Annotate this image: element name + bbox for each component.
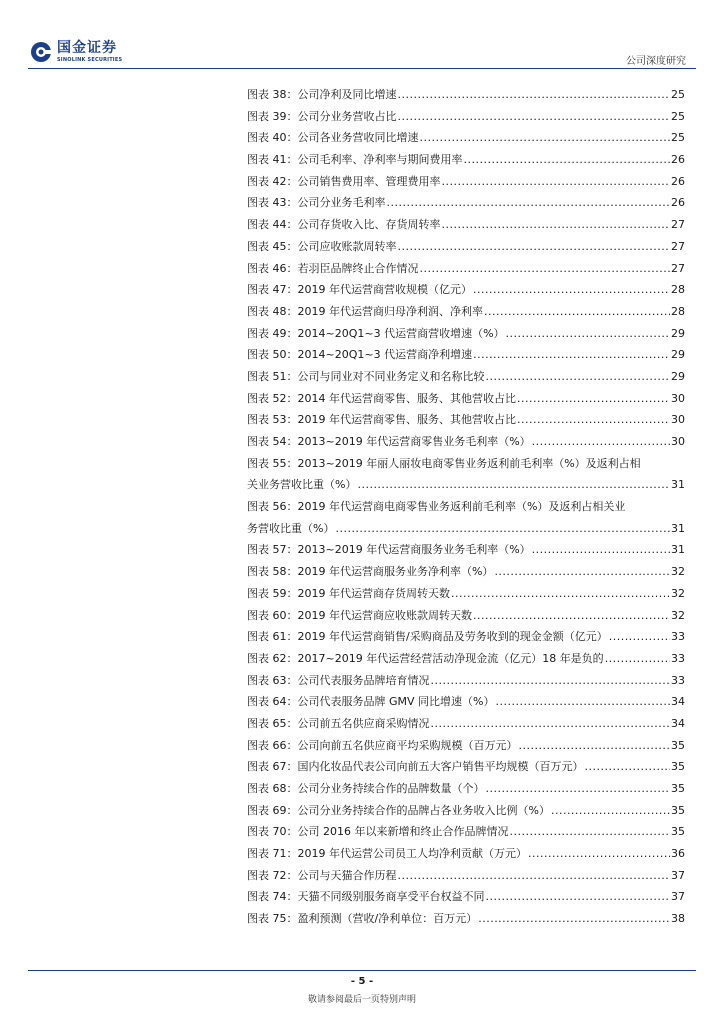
toc-entry[interactable]: 图表 46：若羽臣品牌终止合作情况 ..... 27 [247,260,685,282]
page-header [0,0,724,70]
toc-entry[interactable]: 图表 50：2014~20Q1~3 代运营商净利增速 ..... 29 [247,346,685,368]
toc-entry[interactable]: 图表 72：公司与天猫合作历程 ..... 37 [247,867,685,889]
toc-entry-wrapped-line2[interactable]: 务营收比重（%） ..... 31 [247,520,685,542]
toc-entry[interactable]: 图表 42：公司销售费用率、管理费用率 ..... 26 [247,173,685,195]
toc-entry[interactable]: 图表 47：2019 年代运营商营收规模（亿元） ..... 28 [247,281,685,303]
company-logo [30,41,122,63]
toc-entry[interactable]: 图表 38：公司净利及同比增速 ..... 25 [247,86,685,108]
toc-entry[interactable]: 图表 64：公司代表服务品牌 GMV 同比增速（%） ..... 34 [247,693,685,715]
toc-entry[interactable]: 图表 67：国内化妆品代表公司向前五大客户销售平均规模（百万元） ..... 35 [247,758,685,780]
logo-chinese-name: 国金证券 [57,40,117,56]
footer-disclaimer: 敬请参阅最后一页特别声明 [307,995,416,1005]
toc-entry-wrapped-line1[interactable]: 图表 55：2013~2019 年丽人丽妆电商零售业务返利前毛利率（%）及返利占相 [247,456,641,470]
toc-entry[interactable]: 图表 65：公司前五名供应商采购情况 ..... 34 [247,715,685,737]
toc-entry[interactable]: 图表 43：公司分业务毛利率 ..... 26 [247,194,685,216]
toc-entry[interactable]: 图表 63：公司代表服务品牌培育情况 ..... 33 [247,672,685,694]
toc-entry[interactable]: 图表 57：2013~2019 年代运营商服务业务毛利率（%） ..... 31 [247,541,685,563]
toc-entry[interactable]: 图表 66：公司向前五名供应商平均采购规模（百万元） ..... 35 [247,737,685,759]
report-type-label: 公司深度研究 [626,56,686,67]
toc-entry[interactable]: 图表 71：2019 年代运营公司员工人均净利贡献（万元） ..... 36 [247,845,685,867]
toc-entry[interactable]: 图表 41：公司毛利率、净利率与期间费用率 ..... 26 [247,151,685,173]
toc-entry[interactable]: 图表 44：公司存货收入比、存货周转率 ..... 27 [247,216,685,238]
toc-entry[interactable]: 图表 69：公司分业务持续合作的品牌占各业务收入比例（%） ..... 35 [247,802,685,824]
toc-entry[interactable]: 图表 70：公司 2016 年以来新增和终止合作品牌情况 ..... 35 [247,823,685,845]
toc-entry[interactable]: 图表 54：2013~2019 年代运营商零售业务毛利率（%） ..... 30 [247,433,685,455]
toc-entry[interactable]: 图表 52：2014 年代运营商零售、服务、其他营收占比 ..... 30 [247,390,685,412]
table-of-figures [247,86,685,932]
toc-entry[interactable]: 图表 53：2019 年代运营商零售、服务、其他营收占比 ..... 30 [247,411,685,433]
toc-entry[interactable]: 图表 60：2019 年代运营商应收账款周转天数 ..... 32 [247,607,685,629]
toc-entry[interactable]: 图表 40：公司各业务营收同比增速 ..... 25 [247,129,685,151]
toc-entry[interactable]: 图表 49：2014~20Q1~3 代运营商营收增速（%） ..... 29 [247,325,685,347]
sinolink-logo-icon [30,41,52,63]
footer-divider [28,970,696,971]
toc-entry[interactable]: 图表 74：天猫不同级别服务商享受平台权益不同 ..... 37 [247,888,685,910]
toc-entry[interactable]: 图表 45：公司应收账款周转率 ..... 27 [247,238,685,260]
toc-entry-wrapped-line2[interactable]: 关业务营收比重（%） ..... 31 [247,476,685,498]
toc-entry-wrapped-line1[interactable]: 图表 56：2019 年代运营商电商零售业务返利前毛利率（%）及返利占相关业 [247,500,626,514]
toc-entry[interactable]: 图表 59：2019 年代运营商存货周转天数 ..... 32 [247,585,685,607]
toc-entry[interactable]: 图表 75：盈利预测（营收/净利单位：百万元） ..... 38 [247,910,685,932]
toc-entry[interactable]: 图表 58：2019 年代运营商服务业务净利率（%） ..... 32 [247,563,685,585]
toc-entry[interactable]: 图表 51：公司与同业对不同业务定义和名称比较 ..... 29 [247,368,685,390]
toc-entry[interactable]: 图表 68：公司分业务持续合作的品牌数量（个） ..... 35 [247,780,685,802]
logo-english-name: SINOLINK SECURITIES [57,57,123,63]
page-number: - 5 - [350,976,374,987]
header-divider [28,68,696,69]
toc-entry[interactable]: 图表 48：2019 年代运营商归母净利润、净利率 ..... 28 [247,303,685,325]
toc-entry[interactable]: 图表 62：2017~2019 年代运营经营活动净现金流（亿元）18 年是负的 ..... 33 [247,650,685,672]
toc-entry[interactable]: 图表 39：公司分业务营收占比 ..... 25 [247,108,685,130]
toc-entry[interactable]: 图表 61：2019 年代运营商销售/采购商品及劳务收到的现金金额（亿元） ..... 33 [247,628,685,650]
